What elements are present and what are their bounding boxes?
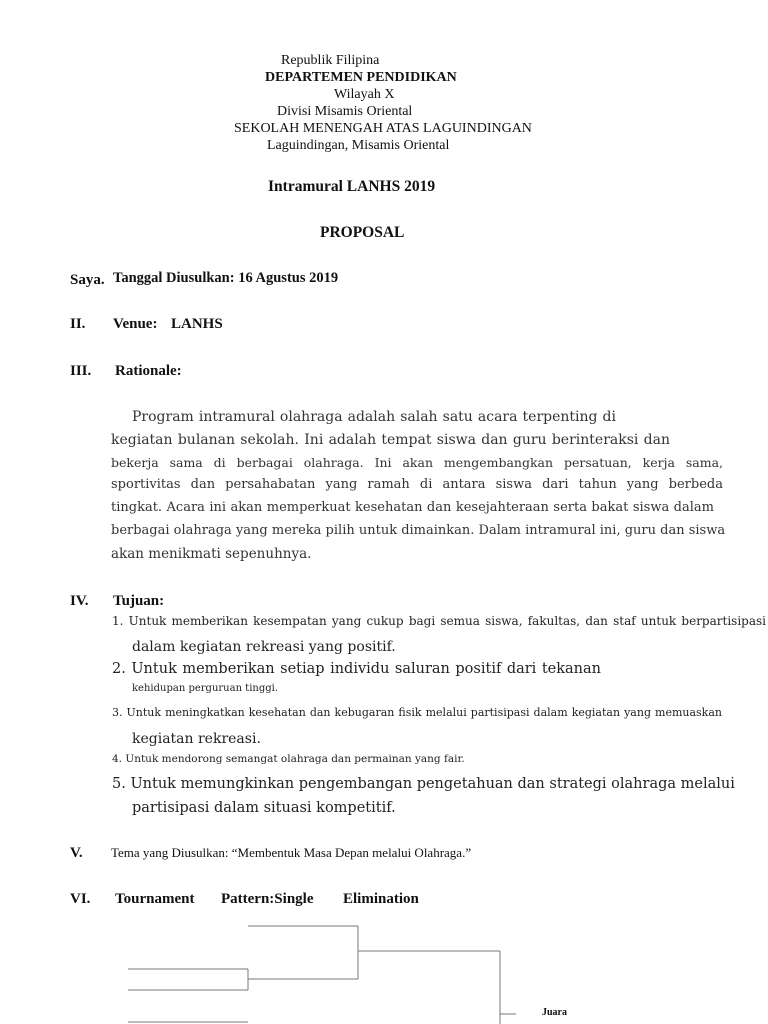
objective-4: 4. Untuk mendorong semangat olahraga dan permainan yang fair. <box>112 753 465 765</box>
header-department: DEPARTEMEN PENDIDIKAN <box>265 70 457 85</box>
objectives-label: Tujuan: <box>113 593 165 609</box>
event-title: Intramural LANHS 2019 <box>268 178 436 195</box>
header-division: Divisi Misamis Oriental <box>277 104 413 119</box>
venue-value: LANHS <box>171 316 223 332</box>
doc-type: PROPOSAL <box>320 224 405 241</box>
rationale-line-1: Program intramural olahraga adalah salah satu acara terpenting di <box>132 409 616 425</box>
section-2-number: II. <box>70 316 86 332</box>
venue-label: Venue: <box>113 316 158 332</box>
section-3-number: III. <box>70 363 92 379</box>
rationale-line-5: tingkat. Acara ini akan memperkuat kesehatan dan kesejahteraan serta bakat siswa dalam <box>111 500 714 515</box>
elimination-word: Elimination <box>343 891 419 907</box>
rationale-line-7: akan menikmati sepenuhnya. <box>111 546 312 562</box>
objective-3-cont: kegiatan rekreasi. <box>132 731 261 747</box>
objective-2: 2. Untuk memberikan setiap individu saluran positif dari tekanan <box>112 661 601 677</box>
header-school: SEKOLAH MENENGAH ATAS LAGUINDINGAN <box>234 121 532 136</box>
objective-3: 3. Untuk meningkatkan kesehatan dan kebugaran fisik melalui partisipasi dalam kegiatan yang memuaskan <box>112 706 722 719</box>
rationale-line-6: berbagai olahraga yang mereka pilih untuk dimainkan. Dalam intramural ini, guru dan siswa <box>111 523 726 538</box>
header-region: Wilayah X <box>334 87 395 102</box>
proposal-date: Tanggal Diusulkan: 16 Agustus 2019 <box>113 270 339 286</box>
section-5-number: V. <box>70 845 83 861</box>
tournament-bracket <box>0 914 768 1024</box>
objective-5-cont: partisipasi dalam situasi kompetitif. <box>132 800 396 816</box>
objective-1-cont: dalam kegiatan rekreasi yang positif. <box>132 639 396 655</box>
section-4-number: IV. <box>70 593 89 609</box>
section-1-number: Saya. <box>70 272 105 288</box>
header-republic: Republik Filipina <box>281 53 380 68</box>
rationale-line-2: kegiatan bulanan sekolah. Ini adalah tempat siswa dan guru berinteraksi dan <box>111 432 670 448</box>
header-address: Laguindingan, Misamis Oriental <box>267 138 450 153</box>
objective-5: 5. Untuk memungkinkan pengembangan pengetahuan dan strategi olahraga melalui <box>112 776 735 792</box>
pattern-word: Pattern:Single <box>221 891 314 907</box>
rationale-line-3: bekerja sama di berbagai olahraga. Ini akan mengembangkan persatuan, kerja sama, <box>111 455 723 470</box>
tournament-word: Tournament <box>115 891 195 907</box>
section-6-number: VI. <box>70 891 91 907</box>
rationale-label: Rationale: <box>115 363 182 379</box>
winner-label: Juara <box>542 1007 567 1018</box>
rationale-line-4: sportivitas dan persahabatan yang ramah di antara siswa dari tahun yang berbeda <box>111 477 723 492</box>
objective-1: 1. Untuk memberikan kesempatan yang cukup bagi semua siswa, fakultas, dan staf untuk berpartisipasi <box>112 614 766 628</box>
objective-2-cont: kehidupan perguruan tinggi. <box>132 683 279 694</box>
proposed-theme: Tema yang Diusulkan: “Membentuk Masa Depan melalui Olahraga.” <box>111 845 472 860</box>
